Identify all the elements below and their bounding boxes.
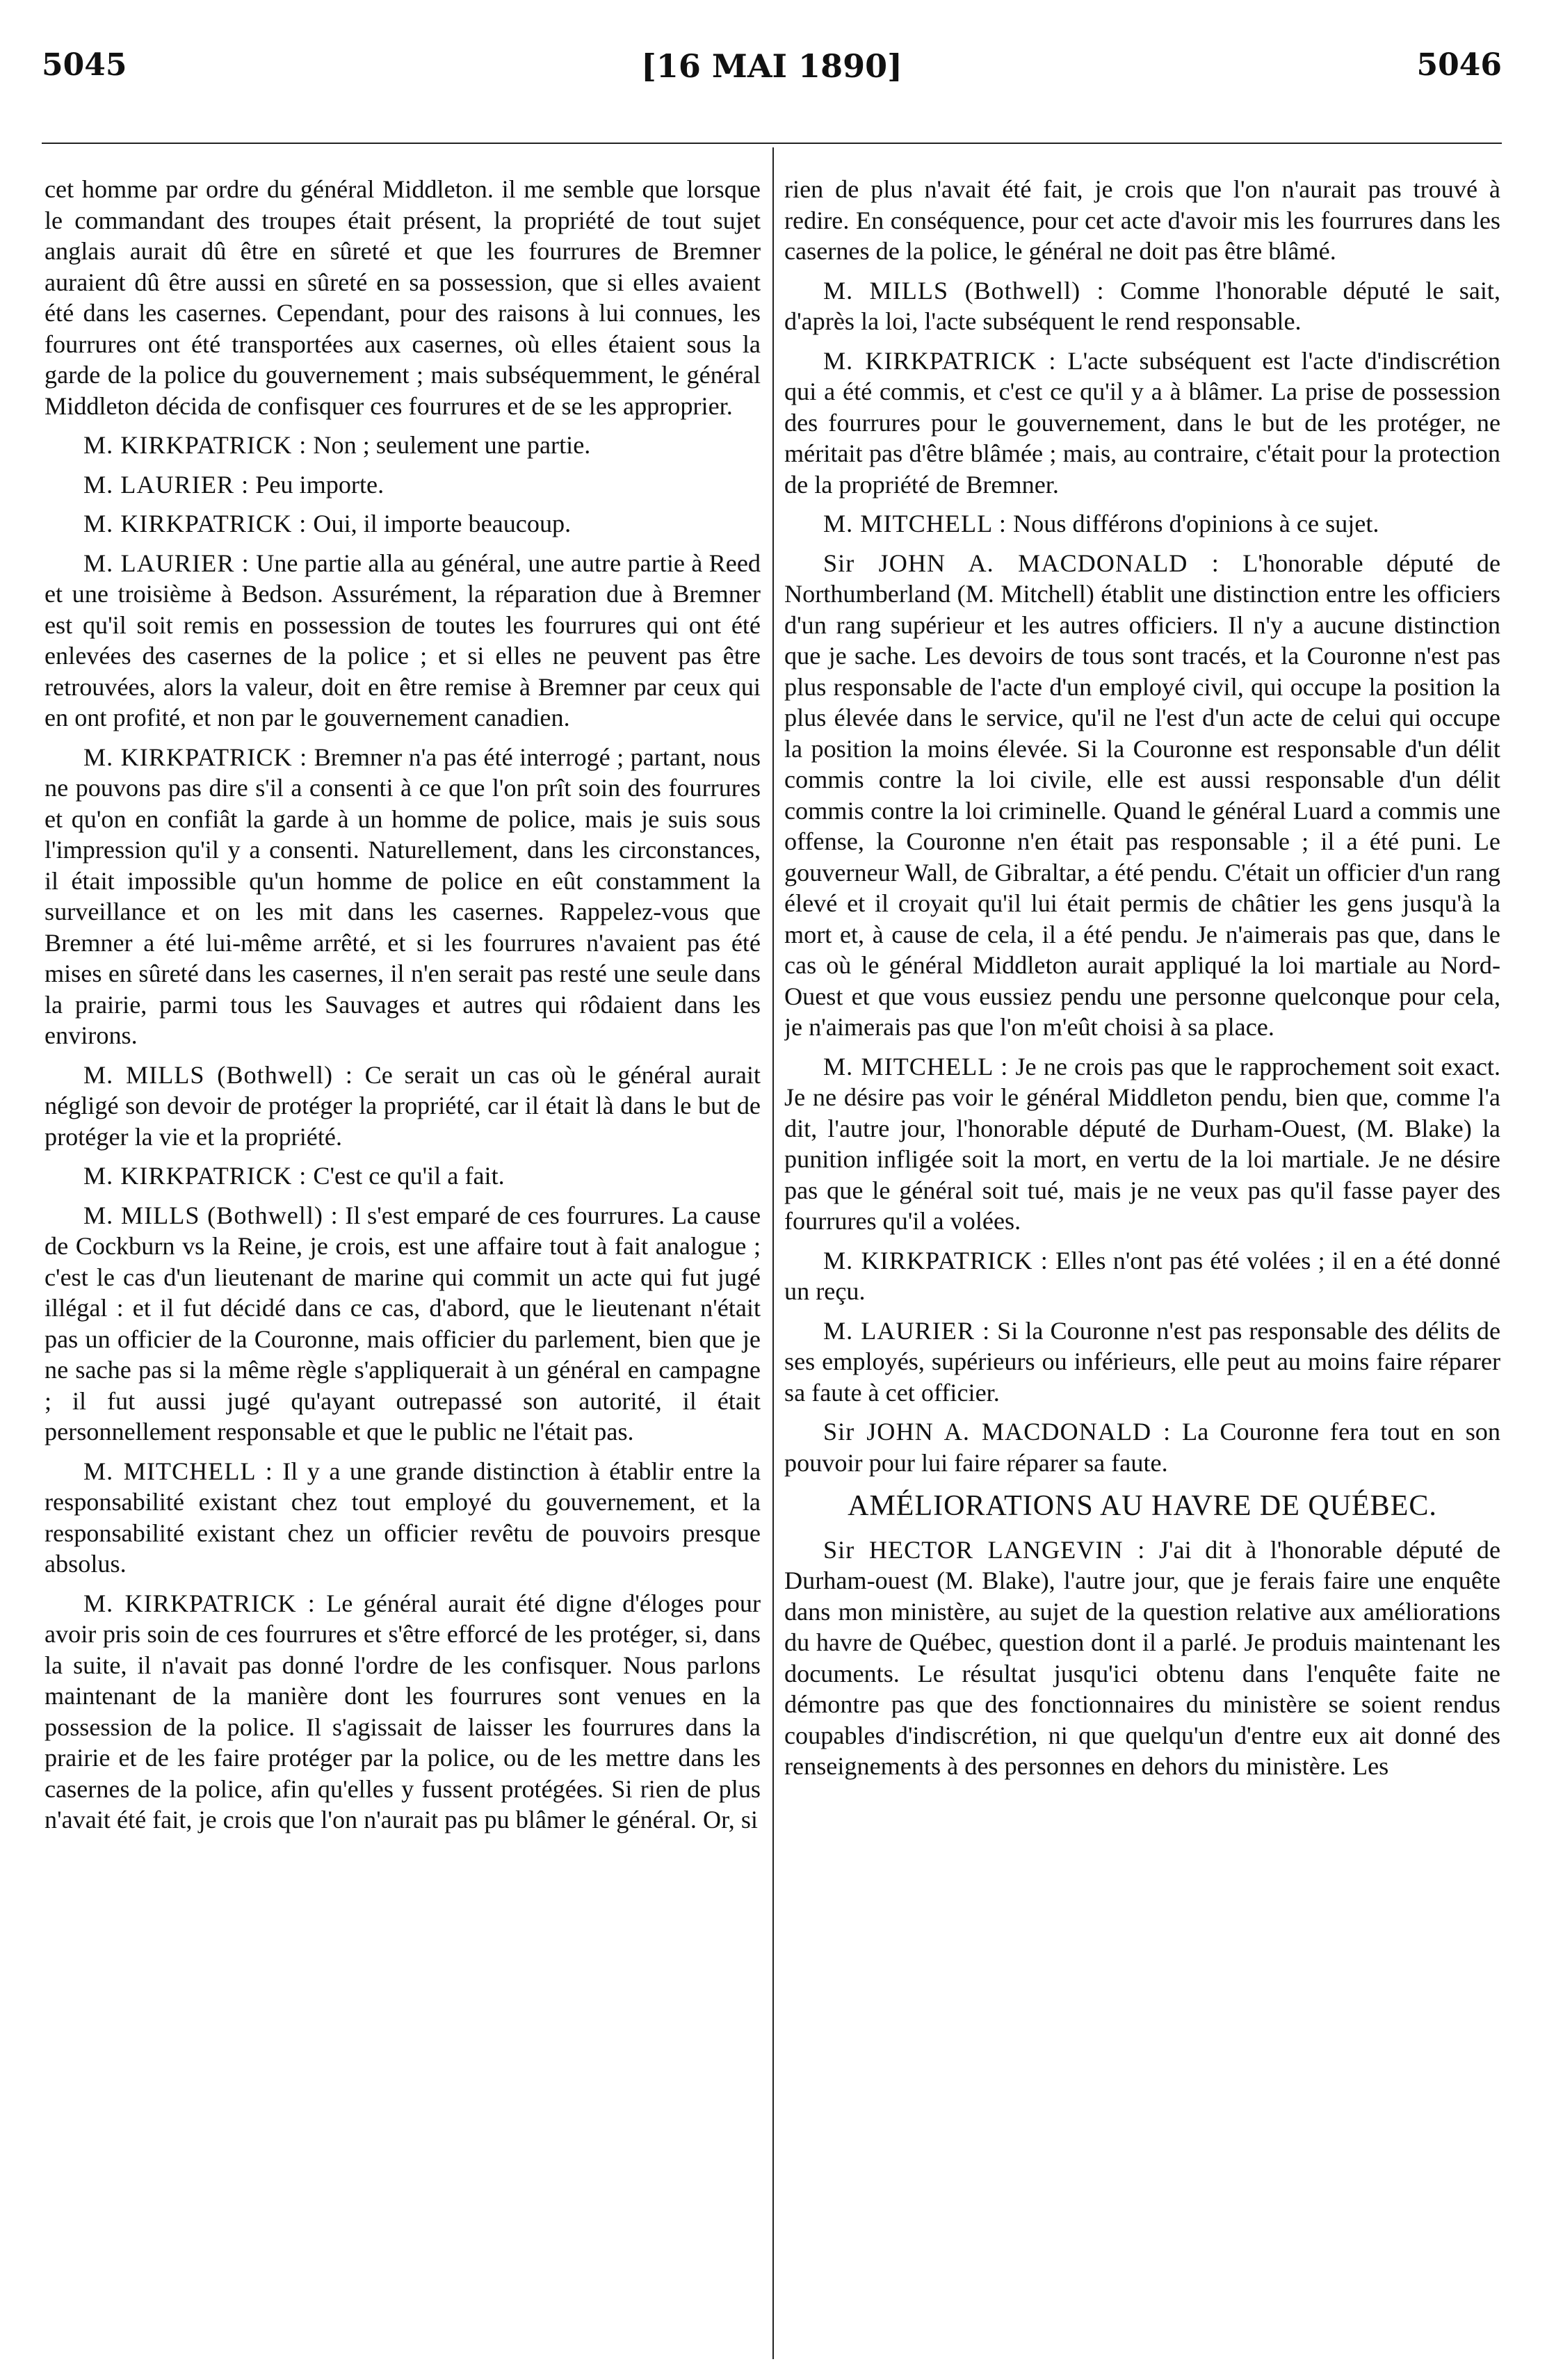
paragraph: M. MILLS (Bothwell) : Ce serait un cas où le général aurait négligé son devoir de protéger la propriété, car il était là dans le but de protéger la vie et la propriété. (44, 1060, 761, 1151)
paragraph: cet homme par ordre du général Middleton. il me semble que lorsque le commandant des troupes était présent, la propriété de tout sujet anglais aurait dû être en sûreté et que les fourrures de Bremner auraient dû être aussi en sûreté en sa possession, que si elles avaient été dans les casernes. Cependant, pour des raisons à lui connues, les fourrures ont été transportées aux casernes, où elles étaient sous la garde de la police du gouvernement ; mais subséquemment, le général Middleton décida de confisquer ces fourrures et de se les approprier. (44, 175, 761, 420)
page-date: [16 MAI 1890] (641, 47, 902, 85)
speaker-name: M. KIRKPATRICK : (83, 1162, 307, 1190)
paragraph: Sir JOHN A. MACDONALD : La Couronne fera tout en son pouvoir pour lui faire réparer sa faute. (784, 1418, 1500, 1477)
speaker-name: Sir HECTOR LANGEVIN : (823, 1535, 1146, 1564)
paragraph: M. KIRKPATRICK : Bremner n'a pas été interrogé ; partant, nous ne pouvons pas dire s'il a consenti à ce que l'on prît soin des fourrures et qu'on en confiât la garde à un homme de police, mais je suis sous l'impression qu'il y a consenti. Naturellement, dans les circonstances, il était impossible qu'un homme de police en eût constamment la surveillance et on les mit dans les casernes. Rappelez-vous que Bremner a été lui-même arrêté, et si les fourrures n'avaient pas été mises en sûreté dans les casernes, il n'en serait pas resté une seule dans la prairie, parmi tous les Sauvages et autres qui rôdaient dans les environs. (44, 743, 761, 1049)
paragraph: M. KIRKPATRICK : Le général aurait été digne d'éloges pour avoir pris soin de ces fourrures et s'être efforcé de les protéger, si, dans la suite, il n'avait pas donné l'ordre de les confisquer. Nous parlons maintenant de la manière dont les fourrures sont venues en la possession de la police. Il s'agissait de laisser les fourrures dans la prairie et de les faire protéger par la police, ou de les mettre dans les casernes de la police, afin qu'elles y fussent protégées. Si rien de plus n'avait été fait, je crois que l'on n'aurait pas pu blâmer le général. Or, si (44, 1589, 761, 1833)
paragraph: rien de plus n'avait été fait, je crois que l'on n'aurait pas trouvé à redire. En conséquence, pour cet acte d'avoir mis les fourrures dans les casernes de la police, le général ne doit pas être blâmé. (784, 175, 1500, 265)
paragraph: M. KIRKPATRICK : Non ; seulement une partie. (83, 431, 591, 459)
paragraph: M. KIRKPATRICK : C'est ce qu'il a fait. (83, 1162, 505, 1190)
speaker-name: M. KIRKPATRICK : (83, 743, 308, 771)
paragraph: M. MILLS (Bothwell) : Il s'est emparé de ces fourrures. La cause de Cockburn vs la Reine, je crois, est une affaire tout à fait analogue ; c'est le cas d'un lieutenant de marine qui commit un acte qui fut jugé illégal : et il fut décidé dans ce cas, d'abord, que le lieutenant n'était pas un officier de la Couronne, mais officier du parlement, bien que je ne sache pas si la même règle s'appliquerait à un général en campagne ; il fut aussi jugé qu'ayant outrepassé son autorité, il était personnellement responsable et que le public ne l'était pas. (44, 1201, 761, 1446)
header-rule (42, 143, 1502, 144)
paragraph: M. MITCHELL : Nous différons d'opinions à ce sujet. (823, 510, 1379, 537)
paragraph: Sir HECTOR LANGEVIN : J'ai dit à l'honorable député de Durham-ouest (M. Blake), l'autre jour, que je ferais faire une enquête dans mon ministère, au sujet de la question relative aux améliorations du havre de Québec, question dont il a parlé. Je produis maintenant les documents. Le résultat jusqu'ici obtenu dans l'enquête faite ne démontre pas que des fonctionnaires du ministère se soient rendus coupables d'indiscrétion, ni que quelqu'un d'entre eux ait donné des renseignements à des personnes en dehors du ministère. Les (784, 1535, 1500, 1780)
speaker-name: M. KIRKPATRICK : (823, 346, 1057, 375)
paragraph: M. MILLS (Bothwell) : Comme l'honorable député le sait, d'après la loi, l'acte subséquent le rend responsable. (784, 276, 1500, 335)
paragraph: Sir JOHN A. MACDONALD : L'honorable député de Northumberland (M. Mitchell) établit une distinction entre les officiers d'un rang supérieur et les autres officiers. Il n'y a aucune distinction que je sache. Les devoirs de tous sont tracés, et la Couronne n'est pas plus responsable de l'acte d'un employé civil, qui occupe la position la plus élevée dans le service, qu'il ne l'est d'un acte de celui qui occupe la position la moins élevée. Si la Couronne est responsable d'un délit commis contre la loi civile, elle est aussi responsable d'un délit commis contre la loi criminelle. Quand le général Luard a commis une offense, la Couronne n'en était pas responsable ; il a été puni. Le gouverneur Wall, de Gibraltar, a été pendu. C'était un officier d'un rang élevé et il croyait qu'il lui était permis de châtier les gens jusqu'à la mort et, à cause de cela, il a été pendu. Je n'aimerais pas que, dans le cas où le général Middleton aurait appliqué la loi martiale au Nord-Ouest et que vous eussiez pendu une personne quelconque pour cela, je n'aimerais pas que l'on m'eût choisi à sa place. (784, 549, 1500, 1041)
paragraph: M. LAURIER : Une partie alla au général, une autre partie à Reed et une troisième à Bedson. Assurément, la réparation due à Bremner est qu'il soit remis en possession de toutes les fourrures qui ont été enlevées des casernes de la police ; et si elles ne peuvent pas être retrouvées, alors la valeur, doit en être remise à Bremner par ceux qui en ont profité, et non par le gouvernement canadien. (44, 549, 761, 731)
paragraph: M. LAURIER : Si la Couronne n'est pas responsable des délits de ses employés, supérieurs ou inférieurs, elle peut au moins faire réparer sa faute à cet officier. (784, 1316, 1500, 1407)
right-column (784, 174, 1500, 2364)
speaker-name: M. MITCHELL : (823, 510, 1007, 537)
speaker-name: Sir JOHN A. MACDONALD : (823, 549, 1220, 577)
speaker-name: Sir JOHN A. MACDONALD : (823, 1418, 1172, 1446)
speaker-name: M. MILLS (Bothwell) : (83, 1060, 353, 1089)
speaker-name: M. KIRKPATRICK : (83, 1589, 316, 1617)
column-divider (772, 147, 774, 2359)
paragraph: M. KIRKPATRICK : L'acte subséquent est l'acte d'indiscrétion qui a été commis, et c'est ce qu'il y a à blâmer. La prise de possession des fourrures pour le gouvernement, dans le but de les protéger, ne méritait pas d'être blâmée ; mais, au contraire, c'était pour la protection de la propriété de Bremner. (784, 346, 1500, 499)
paragraph: M. MITCHELL : Il y a une grande distinction à établir entre la responsabilité existant chez tout employé du gouvernement, et la responsabilité existant chez un officier revêtu de pouvoirs presque absolus. (44, 1457, 761, 1578)
speaker-name: M. MILLS (Bothwell) : (83, 1201, 339, 1229)
page-number-right: 5046 (1416, 47, 1502, 83)
speaker-name: M. LAURIER : (83, 549, 250, 577)
speaker-name: M. LAURIER : (83, 470, 250, 499)
speaker-name: M. MITCHELL : (83, 1457, 273, 1485)
speaker-name: M. KIRKPATRICK : (83, 510, 307, 537)
speaker-name: M. LAURIER : (823, 1316, 991, 1345)
page-number-left: 5045 (42, 47, 127, 83)
section-title: AMÉLIORATIONS AU HAVRE DE QUÉBEC. (848, 1490, 1437, 1522)
paragraph: M. MITCHELL : Je ne crois pas que le rapprochement soit exact. Je ne désire pas voir le général Middleton pendu, bien que, comme l'a dit, l'autre jour, l'honorable député de Durham-Ouest, (M. Blake) la punition infligée soit la mort, en vertu de la loi martiale. Je ne désire pas que le général soit tué, mais je ne veux pas qu'il fasse payer des fourrures qu'il a volées. (784, 1052, 1500, 1235)
left-column (44, 174, 761, 2364)
speaker-name: M. KIRKPATRICK : (83, 431, 307, 459)
speaker-name: M. MITCHELL : (823, 1052, 1009, 1080)
speaker-name: M. MILLS (Bothwell) : (823, 276, 1105, 305)
speaker-name: M. KIRKPATRICK : (823, 1246, 1048, 1274)
paragraph: M. KIRKPATRICK : Elles n'ont pas été volées ; il en a été donné un reçu. (784, 1246, 1500, 1305)
paragraph: M. KIRKPATRICK : Oui, il importe beaucoup. (83, 510, 572, 537)
paragraph: M. LAURIER : Peu importe. (83, 470, 384, 499)
page-header (42, 26, 1502, 89)
